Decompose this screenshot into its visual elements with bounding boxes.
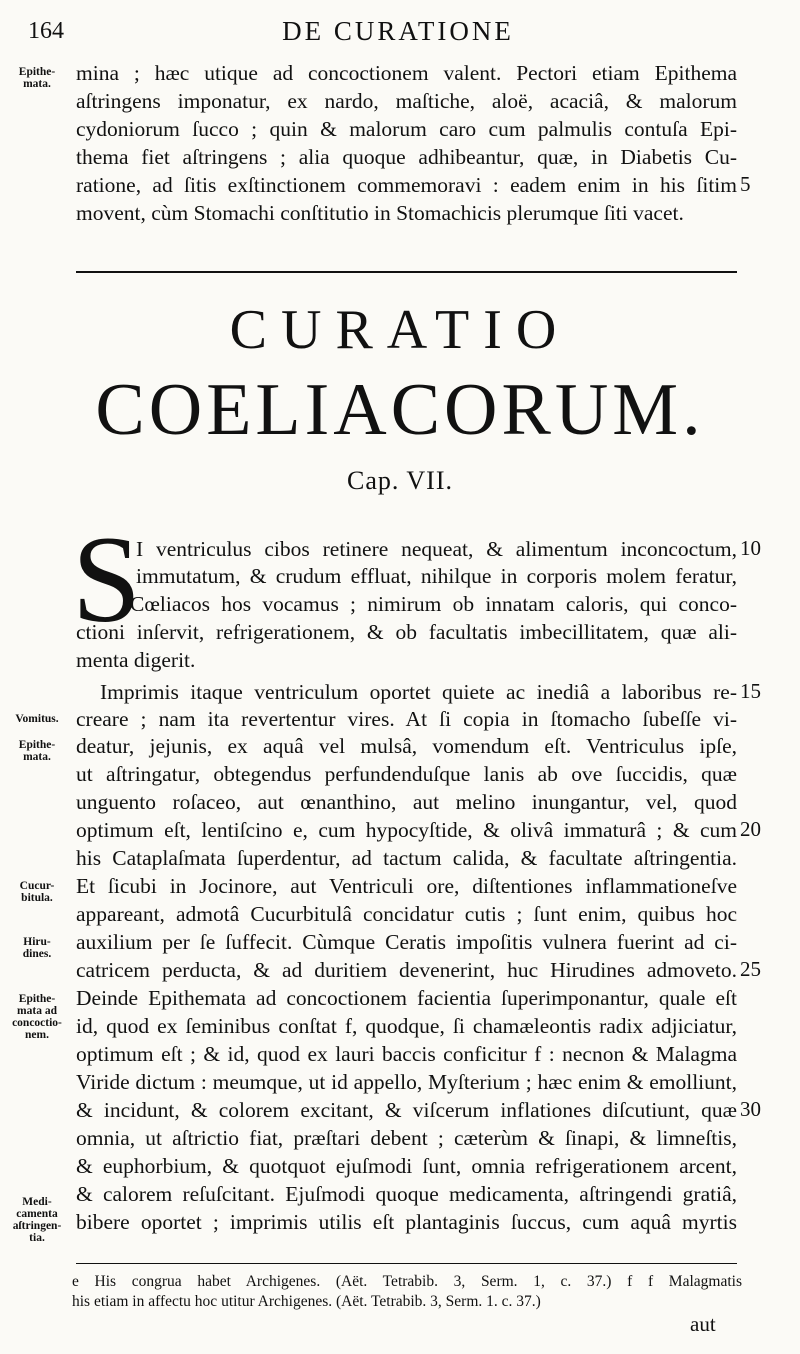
text-line: catricem perducta, & ad duritiem devenerint, huc Hirudines admoveto. (76, 958, 737, 982)
text-line: mina ; hæc utique ad concoctionem valent. Pectori etiam Epithema (76, 61, 737, 85)
margin-note-epithemata: Epithe- mata. (18, 66, 56, 90)
text-line: thema fiet aſtringens ; alia quoque adhibeantur, quæ, in Diabetis Cu- (76, 145, 737, 169)
margin-note-hirudines: Hiru- dines. (22, 936, 52, 960)
text-line: bibere oportet ; imprimis utilis eſt plantaginis ſuccus, cum aquâ myrtis (76, 1210, 737, 1234)
catchword: aut (690, 1312, 716, 1336)
line-number: 30 (740, 1097, 761, 1121)
text-line: omnia, ut aſtrictio fiat, præſtari debent ; cæterùm & ſinapi, & limneſtis, (76, 1126, 737, 1150)
section-rule (76, 271, 737, 273)
text-line: movent, cùm Stomachi conſtitutio in Stomachicis plerumque ſiti vacet. (76, 201, 684, 225)
line-number: 20 (740, 817, 761, 841)
text-line: ctioni inſervit, refrigerationem, & ob facultatis imbecillitatem, quæ ali- (76, 620, 737, 644)
text-line: unguento roſaceo, aut œnanthino, aut melino inungantur, vel, quod (76, 790, 737, 814)
line-number: 5 (740, 172, 751, 196)
drop-cap: S (72, 511, 141, 648)
text-line: I ventriculus cibos retinere nequeat, & alimentum inconcoctum, (136, 537, 737, 561)
running-header (28, 14, 768, 54)
text-line: optimum eſt ; & id, quod ex lauri baccis conficitur f : necnon & Malagma (76, 1042, 737, 1066)
text-line: Et ſicubi in Jocinore, aut Ventriculi ore, diſtentiones inflammationeſve (76, 874, 737, 898)
text-line: Imprimis itaque ventriculum oportet quiete ac inediâ a laboribus re- (100, 680, 737, 704)
text-line: aſtringens imponatur, ex nardo, maſtiche, aloë, acaciâ, & malorum (76, 89, 737, 113)
line-number: 10 (740, 536, 761, 560)
running-title: DE CURATIONE (282, 16, 514, 46)
text-line: appareant, admotâ Cucurbitulâ concidatur cutis ; ſunt enim, quibus hoc (76, 902, 737, 926)
line-number: 15 (740, 679, 761, 703)
text-line: & incidunt, & colorem excitant, & viſcerum inflationes diſcutiunt, quæ (76, 1098, 737, 1122)
title-curatio: CURATIO (229, 299, 571, 361)
text-line: ratione, ad ſitis exſtinctionem commemoravi : eadem enim in his ſitim (76, 173, 737, 197)
text-line: his Cataplaſmata ſuperdentur, ad tactum calida, & facultate aſtringentia. (76, 846, 737, 870)
footnote-rule (76, 1263, 737, 1264)
text-line: Viride dictum : meumque, ut id appello, Myſterium ; hæc enim & emolliunt, (76, 1070, 737, 1094)
text-line: ut aſtringatur, obtegendus perfundenduſque lanis ab ove ſuccidis, quæ (76, 762, 737, 786)
text-line: deatur, jejunis, ex aquâ vel mulsâ, vomendum eſt. Ventriculus ipſe, (76, 734, 737, 758)
title-coeliacorum: COELIACORUM. (95, 369, 705, 451)
line-number: 25 (740, 957, 761, 981)
margin-note-epithemata-concoctio: Epithe- mata ad concoctio- nem. (12, 993, 62, 1041)
text-line: Cœliacos hos vocamus ; nimirum ob innatam caloris, qui conco- (130, 592, 737, 616)
text-line: immutatum, & crudum effluat, nihilque in corporis molem feratur, (136, 564, 737, 588)
text-line: Deinde Epithemata ad concoctionem facientia ſuperimponantur, quale eſt (76, 986, 737, 1010)
text-line: optimum eſt, lentiſcino e, cum hypocyſtide, & olivâ immaturâ ; & cum (76, 818, 737, 842)
text-line: & calorem reſuſcitant. Ejuſmodi quoque medicamenta, aſtringendi gratiâ, (76, 1182, 737, 1206)
margin-note-medicamenta: Medi- camenta aſtringen- tia. (12, 1196, 62, 1244)
chapter-heading: Cap. VII. (346, 466, 453, 495)
margin-note-vomitus: Vomitus. (15, 713, 59, 725)
text-line: menta digerit. (76, 648, 196, 672)
text-line: id, quod ex ſeminibus conſtat f, quodque, ſi chamæleontis radix adjiciatur, (76, 1014, 737, 1038)
margin-note-cucurbitula: Cucur- bitula. (19, 880, 55, 904)
footnote-line: his etiam in affectu hoc utitur Archigenes. (Aët. Tetrabib. 3, Serm. 1. c. 37.) (72, 1293, 541, 1310)
text-line: cydoniorum ſucco ; quin & malorum caro cum palmulis contuſa Epi- (76, 117, 737, 141)
margin-note-epithemata: Epithe- mata. (18, 739, 56, 763)
footnote-line: e His congrua habet Archigenes. (Aët. Tetrabib. 3, Serm. 1, c. 37.) f f Malagmatis (72, 1273, 742, 1290)
page-number: 164 (28, 18, 64, 44)
text-line: & euphorbium, & quotquot ejuſmodi ſunt, omnia refrigerationem arcent, (76, 1154, 737, 1178)
text-line: auxilium per ſe ſuffecit. Cùmque Ceratis impoſitis vulnera fuerint ad ci- (76, 930, 737, 954)
text-line: creare ; nam ita revertentur vires. At ſi copia in ſtomacho ſubeſſe vi- (76, 707, 737, 731)
